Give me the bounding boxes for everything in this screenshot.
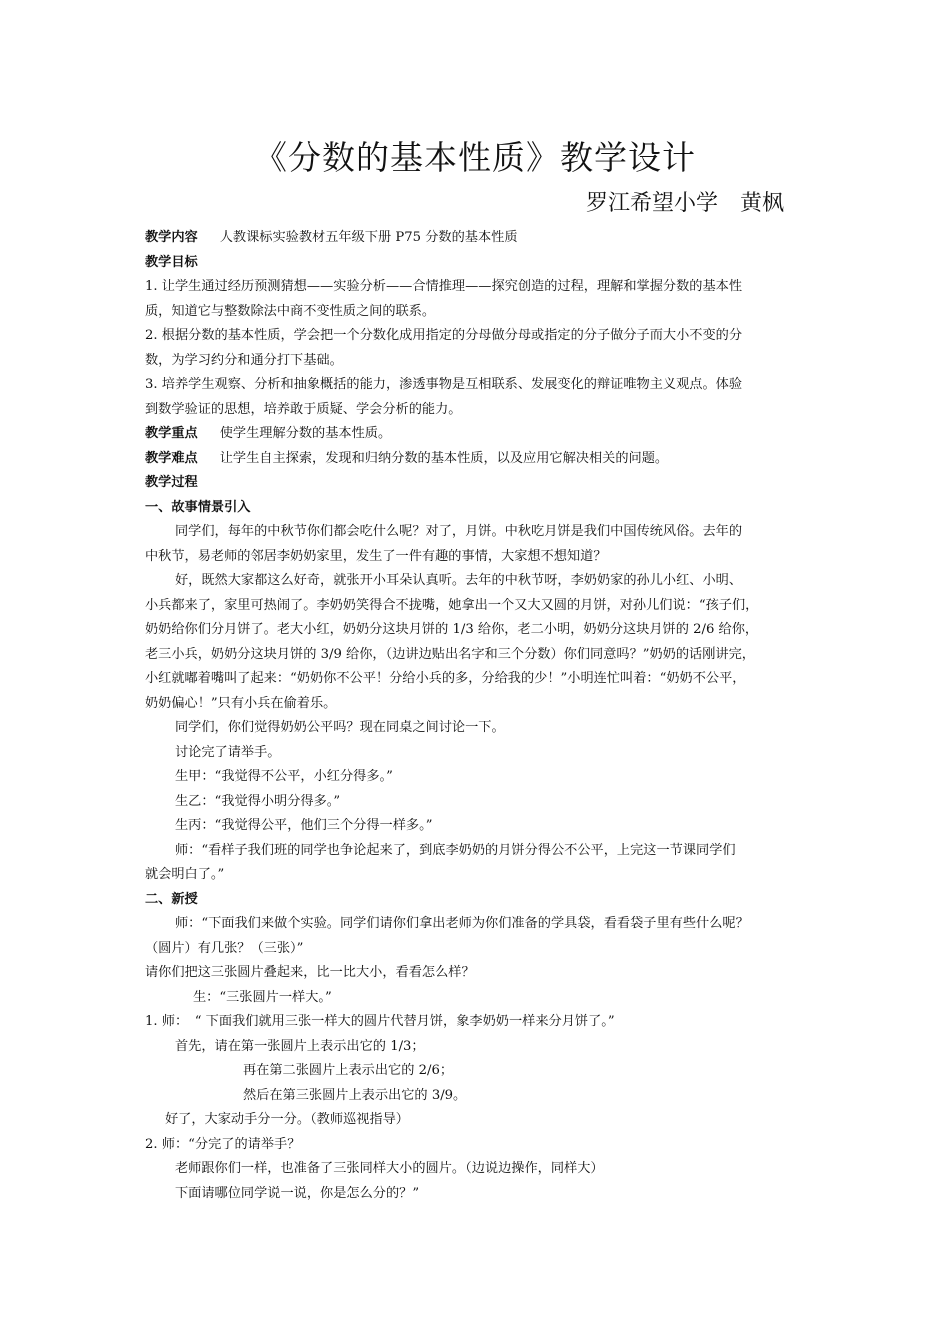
dialogue-line: 师：“看样子我们班的同学也争论起来了，到底李奶奶的月饼分得公不公平，上完这一节课同学们 (175, 842, 736, 858)
paragraph-line: 讨论完了请举手。 (175, 744, 281, 760)
teaching-goals-label: 教学目标 (145, 254, 198, 270)
paragraph-line: 奶奶偏心！”只有小兵在偷着乐。 (145, 695, 337, 711)
document-title: 《分数的基本性质》教学设计 (254, 138, 696, 177)
paragraph-line: 同学们，每年的中秋节你们都会吃什么呢？对了，月饼。中秋吃月饼是我们中国传统风俗。去年的 (175, 524, 743, 539)
teaching-content-row (145, 226, 815, 251)
paragraph-line: 老三小兵，奶奶分这块月饼的 3/9 给你，（边讲边贴出名字和三个分数）你们同意吗？”奶奶的话刚讲完， (145, 646, 755, 662)
step-line: 然后在第三张圆片上表示出它的 3/9。 (243, 1087, 467, 1103)
key-point-label: 教学重点 (145, 426, 198, 441)
paragraph-line: 中秋节，易老师的邻居李奶奶家里，发生了一件有趣的事情，大家想不想知道？ (145, 548, 607, 564)
difficulty-text: 让学生自主探索，发现和归纳分数的基本性质，以及应用它解决相关的问题。 (219, 450, 669, 466)
step-line: 首先，请在第一张圆片上表示出它的 1/3； (175, 1038, 425, 1054)
goal-3-line-2: 到数学验证的思想，培养敢于质疑、学会分析的能力。 (145, 401, 462, 417)
dialogue-line: 生丙：“我觉得公平，他们三个分得一样多。” (175, 818, 433, 833)
dialogue-line: 就会明白了。” (145, 867, 225, 882)
step-line: 再在第二张圆片上表示出它的 2/6； (243, 1063, 454, 1078)
step-line: 老师跟你们一样，也准备了三张同样大小的圆片。（边说边操作，同样大） (175, 1161, 604, 1176)
goal-2-line-1: 2. 根据分数的基本性质，学会把一个分数化成用指定的分母做分母或指定的分子做分子而大小不变的分 (145, 328, 743, 343)
teaching-content-text: 人教课标实验教材五年级下册 P75 分数的基本性质 (219, 230, 518, 245)
key-point-row (145, 422, 815, 447)
document-body (145, 226, 815, 1206)
author-line: 罗江希望小学 黄枫 (585, 191, 784, 216)
paragraph-line: 小兵都来了，家里可热闹了。李奶奶笑得合不拢嘴，她拿出一个又大又圆的月饼，对孙儿们说：“孩子们， (145, 597, 759, 613)
teaching-content-label: 教学内容 (145, 230, 198, 245)
paragraph-line: 小红就嘟着嘴叫了起来：“奶奶你不公平！分给小兵的多，分给我的少！”小明连忙叫着：“奶奶不公平， (145, 671, 746, 686)
goal-3-line-1: 3. 培养学生观察、分析和抽象概括的能力，渗透事物是互相联系、发展变化的辩证唯物主义观点。体验 (145, 377, 743, 392)
paragraph-line: 同学们，你们觉得奶奶公平吗？现在同桌之间讨论一下。 (175, 720, 505, 735)
goal-1-line-1: 1. 让学生通过经历预测猜想——实验分析——合情推理——探究创造的过程，理解和掌握分数的基本性 (145, 279, 743, 294)
goal-1-line-2: 质，知道它与整数除法中商不变性质之间的联系。 (145, 303, 436, 319)
dialogue-line: 生乙：“我觉得小明分得多。” (175, 793, 341, 809)
section-1-heading: 一、故事情景引入 (145, 499, 251, 515)
dialogue-line: 生甲：“我觉得不公平，小红分得多。” (175, 769, 393, 784)
dialogue-line: 生：“三张圆片一样大。” (193, 989, 332, 1005)
dialogue-line: 请你们把这三张圆片叠起来，比一比大小，看看怎么样？ (145, 965, 475, 980)
goal-2-line-2: 数，为学习约分和通分打下基础。 (145, 352, 343, 368)
step-line: 好了，大家动手分一分。（教师巡视指导） (165, 1112, 409, 1127)
paragraph-line: 好，既然大家都这么好奇，就张开小耳朵认真听。去年的中秋节呀，李奶奶家的孙儿小红、小明、 (175, 573, 743, 588)
process-label: 教学过程 (145, 475, 198, 490)
difficulty-row (145, 447, 815, 472)
step-1-line: 1. 师： “ 下面我们就用三张一样大的圆片代替月饼，象李奶奶一样来分月饼了。” (145, 1014, 615, 1029)
dialogue-line: 师：“下面我们来做个实验。同学们请你们拿出老师为你们准备的学具袋，看看袋子里有些什么呢？ (175, 916, 749, 931)
dialogue-line: （圆片）有几张？（三张）” (145, 940, 304, 956)
paragraph-line: 奶奶给你们分月饼了。老大小红，奶奶分这块月饼的 1/3 给你，老二小明，奶奶分这块月饼的 2/6 给你， (145, 622, 759, 637)
key-point-text: 使学生理解分数的基本性质。 (219, 426, 392, 441)
step-line: 下面请哪位同学说一说，你是怎么分的？” (175, 1185, 420, 1201)
difficulty-label: 教学难点 (145, 450, 198, 466)
section-2-heading: 二、新授 (145, 891, 198, 907)
step-2-line: 2. 师：“分完了的请举手？ (145, 1136, 301, 1152)
